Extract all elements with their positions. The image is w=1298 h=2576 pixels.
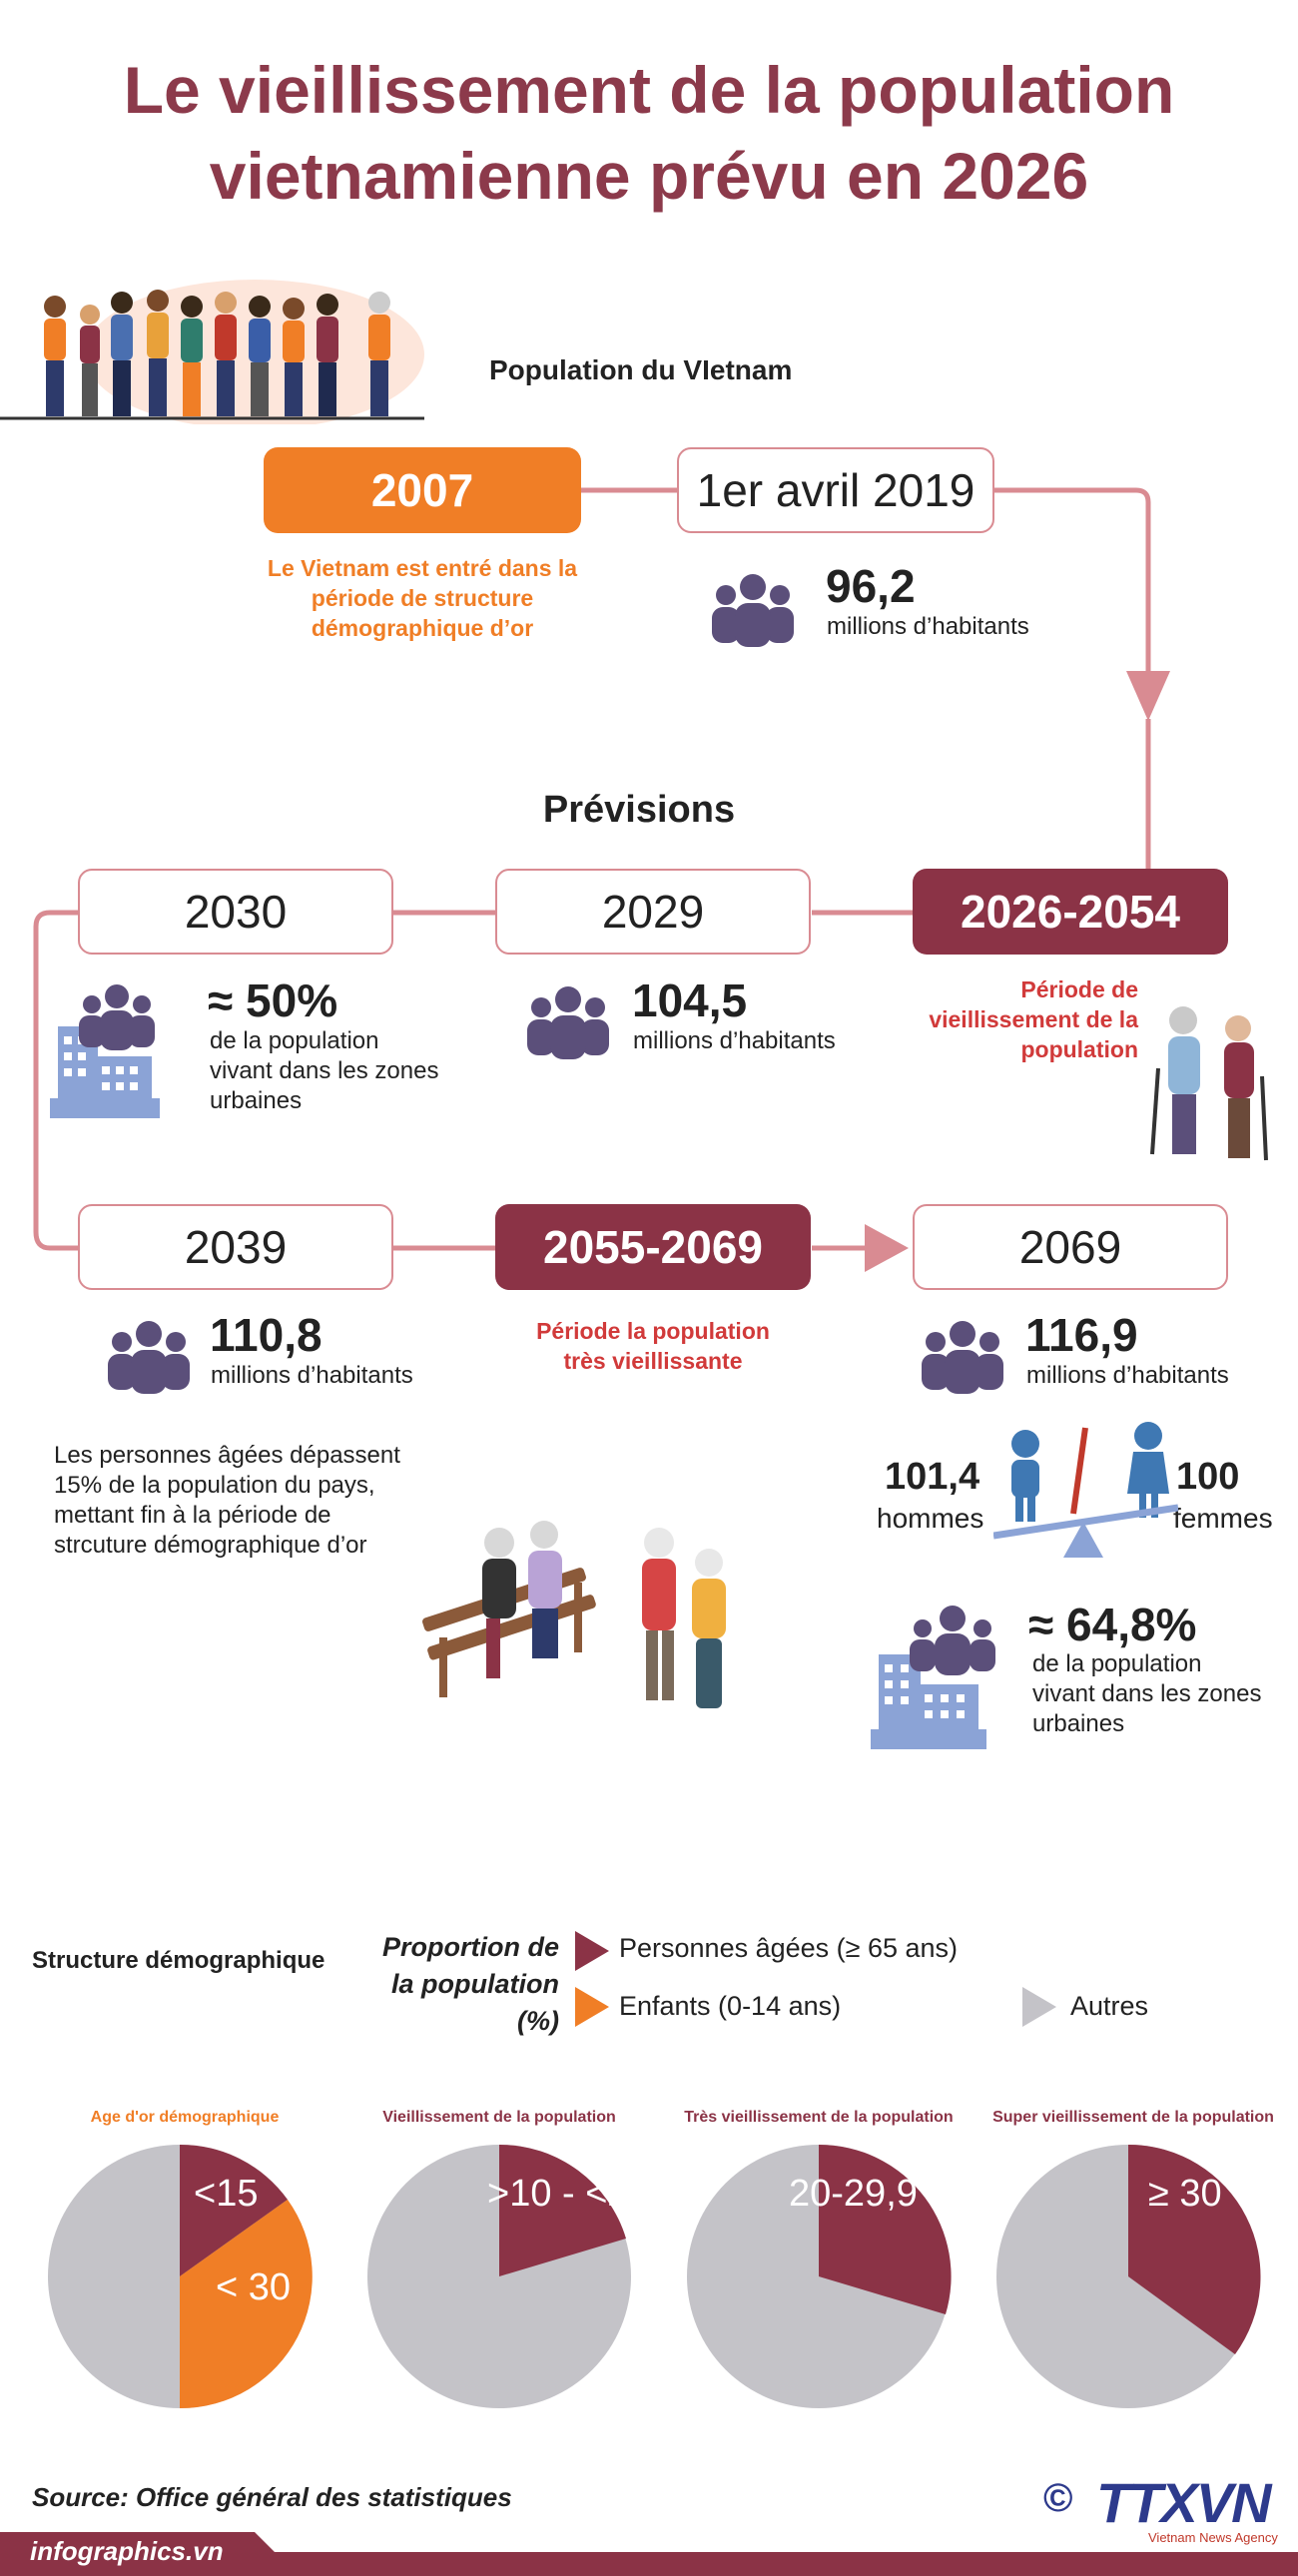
pie-2-elderly-label: >10 - <20 [487, 2173, 650, 2215]
title-line-2: vietnamienne prévu en 2026 [209, 139, 1089, 213]
year-2007-box: 2007 [264, 447, 581, 533]
previsions-heading: Prévisions [542, 789, 736, 831]
legend-others-label: Autres [1070, 1991, 1149, 2021]
agency-name: Vietnam News Agency [1148, 2530, 1278, 2545]
title-line-1: Le vieillissement de la population [123, 53, 1175, 127]
pie-3-title: Très vieillissement de la population [684, 2109, 954, 2126]
caption-2007: Le Vietnam est entré dans la période de structure démographique d’or [267, 555, 578, 641]
period-2026-2054-box: 2026-2054 [913, 869, 1228, 955]
year-2039-box: 2039 [78, 1204, 393, 1290]
urban-text-2069: de la population vivant dans les zones urbaines [1032, 1650, 1262, 1737]
pie-3-elderly-label: 20-29,9 [789, 2173, 918, 2215]
people-group-icon [519, 983, 617, 1061]
legend-children-label: Enfants (0-14 ans) [619, 1991, 842, 2021]
women-value: 100 [1176, 1456, 1240, 1498]
pie-2-title: Vieillissement de la population [382, 2109, 616, 2126]
period-2055-2069-box: 2055-2069 [495, 1204, 811, 1290]
footer-site: infographics.vn [30, 2536, 224, 2566]
people-group-icon [704, 571, 802, 649]
elderly-people-illustration [414, 1513, 769, 1752]
ttxvn-logo: TTXVN [1096, 2471, 1270, 2534]
value-2019: 96,2 [826, 560, 916, 612]
unit-2029: millions d’habitants [633, 1027, 836, 1054]
elderly-couple-icon [1138, 998, 1278, 1178]
people-group-icon [100, 1318, 198, 1396]
copyright-symbol: © [1043, 2476, 1073, 2520]
pie-1-children-label: < 30 [216, 2266, 292, 2308]
legend-swatch-children [571, 1985, 613, 2029]
pie-1-elderly-label: <15 [194, 2173, 259, 2215]
urban-population-icon [50, 978, 170, 1123]
legend-title: Proportion de la population (%) [382, 1932, 559, 2036]
legend-swatch-elderly [571, 1929, 613, 1973]
year-2019-box: 1er avril 2019 [677, 447, 994, 533]
urban-value-2069: ≈ 64,8% [1028, 1599, 1197, 1650]
unit-2039: millions d’habitants [211, 1362, 413, 1389]
population-label: Population du VIetnam [489, 354, 793, 385]
pie-4-elderly-label: ≥ 30 [1148, 2173, 1222, 2215]
value-2029: 104,5 [632, 974, 748, 1026]
urban-population-icon [871, 1603, 1020, 1752]
value-2069: 116,9 [1025, 1309, 1138, 1361]
people-group-icon [914, 1318, 1011, 1396]
men-value: 101,4 [885, 1456, 980, 1498]
pie-4-title: Super vieillissement de la population [992, 2109, 1274, 2126]
caption-2026-2054: Période de vieillissement de la population [929, 976, 1138, 1062]
women-label: femmes [1173, 1503, 1273, 1534]
year-2069-box: 2069 [913, 1204, 1228, 1290]
note-2039: Les personnes âgées dépassent 15% de la population du pays, mettant fin à la période de strcuture démographique d’or [54, 1442, 400, 1559]
men-label: hommes [877, 1503, 984, 1534]
legend-swatch-others [1018, 1985, 1060, 2029]
value-2030: ≈ 50% [208, 974, 338, 1026]
year-2030-box: 2030 [78, 869, 393, 955]
value-2039: 110,8 [210, 1309, 323, 1361]
pie-1-title: Age d'or démographique [90, 2109, 280, 2126]
text-2030: de la population vivant dans les zones urbaines [210, 1027, 439, 1114]
legend-elderly-label: Personnes âgées (≥ 65 ans) [619, 1933, 959, 1963]
structure-label: Structure démographique [32, 1947, 325, 1974]
sex-ratio-scale-icon [993, 1418, 1178, 1573]
source-text: Source: Office général des statistiques [32, 2482, 512, 2512]
unit-2019: millions d’habitants [827, 613, 1029, 640]
caption-2055-2069: Période la population très vieillissante [536, 1318, 770, 1374]
unit-2069: millions d’habitants [1026, 1362, 1229, 1389]
year-2029-box: 2029 [495, 869, 811, 955]
